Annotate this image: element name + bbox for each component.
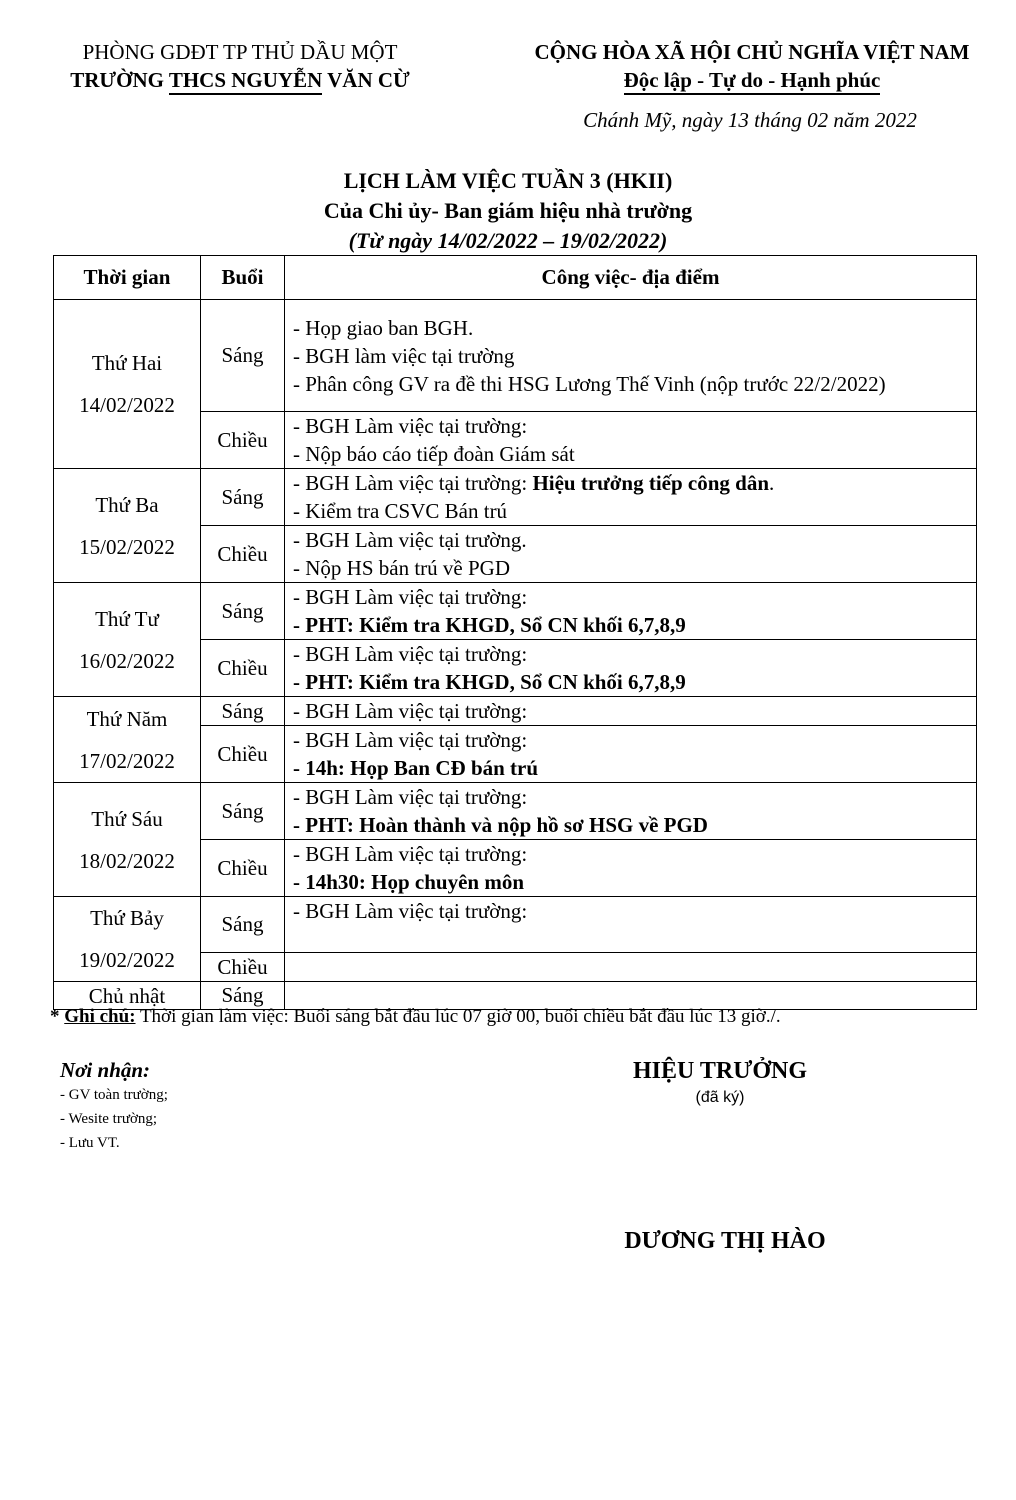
day-name: Thứ Ba xyxy=(95,492,159,517)
session-cell: Chiều xyxy=(201,526,285,583)
signature-block xyxy=(590,1058,850,1107)
signer-role: HIỆU TRƯỞNG xyxy=(632,1058,808,1084)
day-name: Chủ nhật xyxy=(88,983,166,1008)
session-cell: Sáng xyxy=(201,982,285,1010)
task-line: - 14h: Họp Ban CĐ bán trú xyxy=(293,756,539,780)
task-line: - BGH Làm việc tại trường: xyxy=(293,699,528,723)
session-cell: Chiều xyxy=(201,840,285,897)
task-line: - PHT: Hoàn thành và nộp hồ sơ HSG về PGD xyxy=(293,813,708,837)
day-cell xyxy=(54,469,201,583)
recipients-block xyxy=(60,1058,168,1155)
task-cell xyxy=(285,526,977,583)
recipient-item: - Lưu VT. xyxy=(60,1135,120,1151)
task-line: - BGH Làm việc tại trường: xyxy=(293,842,528,866)
task-line: - 14h30: Họp chuyên môn xyxy=(293,870,525,894)
date-line: Chánh Mỹ, ngày 13 tháng 02 năm 2022 xyxy=(583,108,917,132)
day-cell xyxy=(54,583,201,697)
task-cell xyxy=(285,469,977,526)
task-line: - BGH Làm việc tại trường: xyxy=(293,414,528,438)
table-row xyxy=(54,469,977,526)
session-cell: Chiều xyxy=(201,412,285,469)
national-header xyxy=(488,38,1016,94)
task-cell xyxy=(285,783,977,840)
recipient-item: - Wesite trường; xyxy=(60,1111,158,1127)
task-line: - BGH Làm việc tại trường: xyxy=(293,585,528,609)
table-row xyxy=(54,783,977,840)
task-line: - Kiểm tra CSVC Bán trú xyxy=(293,499,508,523)
day-name: Thứ Tư xyxy=(95,606,159,631)
day-date: 15/02/2022 xyxy=(79,534,175,559)
session-cell: Sáng xyxy=(201,697,285,726)
task-cell xyxy=(285,640,977,697)
task-line: - BGH Làm việc tại trường: Hiệu trưởng tiếp công dân. xyxy=(293,471,775,495)
session-cell: Chiều xyxy=(201,640,285,697)
task-cell xyxy=(285,840,977,897)
task-line: - BGH làm việc tại trường xyxy=(293,343,515,368)
task-cell xyxy=(285,300,977,412)
task-cell xyxy=(285,412,977,469)
day-date: 16/02/2022 xyxy=(79,648,175,673)
header-work: Công việc- địa điểm xyxy=(285,256,977,300)
day-name: Thứ Bảy xyxy=(90,906,164,930)
task-line: - BGH Làm việc tại trường: xyxy=(293,785,528,809)
task-line: - BGH Làm việc tại trường: xyxy=(293,899,528,923)
task-line: - PHT: Kiểm tra KHGD, Sổ CN khối 6,7,8,9 xyxy=(293,670,686,694)
session-cell: Chiều xyxy=(201,953,285,982)
agency-header xyxy=(30,38,450,94)
school-name: TRƯỜNG THCS NGUYỄN VĂN CỪ xyxy=(30,66,450,94)
session-cell: Sáng xyxy=(201,897,285,953)
day-name: Thứ Hai xyxy=(91,351,163,375)
national-title: CỘNG HÒA XÃ HỘI CHỦ NGHĨA VIỆT NAM xyxy=(534,40,970,64)
day-cell xyxy=(54,300,201,469)
task-cell xyxy=(285,697,977,726)
task-line: - BGH Làm việc tại trường: xyxy=(293,642,528,666)
department-name: PHÒNG GDĐT TP THỦ DẦU MỘT xyxy=(82,40,398,64)
task-line: - Họp giao ban BGH. xyxy=(293,315,474,340)
footnote-text: Thời gian làm việc: Buổi sáng bắt đầu lúc 07 giờ 00, buổi chiều bắt đầu lúc 13 giờ./. xyxy=(135,1006,781,1027)
day-name: Thứ Năm xyxy=(86,706,168,731)
task-line: - Phân công GV ra đề thi HSG Lương Thế Vinh (nộp trước 22/2/2022) xyxy=(293,371,886,396)
task-line: - Nộp báo cáo tiếp đoàn Giám sát xyxy=(293,442,575,466)
day-date: 18/02/2022 xyxy=(79,848,175,873)
session-cell: Sáng xyxy=(201,300,285,412)
table-row xyxy=(54,583,977,640)
schedule-table xyxy=(53,255,977,1010)
session-cell: Sáng xyxy=(201,469,285,526)
recipient-item: - GV toàn trường; xyxy=(60,1087,168,1103)
session-cell: Sáng xyxy=(201,783,285,840)
task-line: - BGH Làm việc tại trường. xyxy=(293,528,527,552)
footnote-label: Ghi chú: xyxy=(64,1006,136,1027)
table-row xyxy=(54,897,977,953)
footnote: * Ghi chú: Thời gian làm việc: Buổi sáng bắt đầu lúc 07 giờ 00, buổi chiều bắt đầu lúc 13 giờ./. xyxy=(50,1006,781,1027)
day-cell xyxy=(54,697,201,783)
task-line: - PHT: Kiểm tra KHGD, Sổ CN khối 6,7,8,9 xyxy=(293,613,686,637)
task-cell xyxy=(285,583,977,640)
header-session: Buổi xyxy=(201,256,285,300)
day-cell xyxy=(54,783,201,897)
date-range: (Từ ngày 14/02/2022 – 19/02/2022) xyxy=(348,228,668,253)
day-date: 17/02/2022 xyxy=(79,748,175,773)
header-time: Thời gian xyxy=(54,256,201,300)
national-motto: Độc lập - Tự do - Hạnh phúc xyxy=(488,66,1016,94)
session-cell: Sáng xyxy=(201,583,285,640)
table-header-row xyxy=(54,256,977,300)
task-cell xyxy=(285,953,977,982)
table-row xyxy=(54,697,977,726)
day-date: 14/02/2022 xyxy=(79,393,175,417)
table-row xyxy=(54,300,977,412)
task-cell xyxy=(285,726,977,783)
session-cell: Chiều xyxy=(201,726,285,783)
document-title: LỊCH LÀM VIỆC TUẦN 3 (HKII) xyxy=(343,168,673,193)
task-cell xyxy=(285,897,977,953)
document-subtitle: Của Chi ủy- Ban giám hiệu nhà trường xyxy=(323,198,693,223)
day-cell xyxy=(54,897,201,982)
task-line: - BGH Làm việc tại trường: xyxy=(293,728,528,752)
signer-name: DƯƠNG THỊ HÀO xyxy=(624,1228,826,1254)
day-name: Thứ Sáu xyxy=(91,806,163,831)
task-line: - Nộp HS bán trú về PGD xyxy=(293,556,510,580)
signature-status: (đã ký) xyxy=(695,1089,745,1106)
day-date: 19/02/2022 xyxy=(79,948,175,972)
recipients-label: Nơi nhận: xyxy=(60,1058,151,1082)
